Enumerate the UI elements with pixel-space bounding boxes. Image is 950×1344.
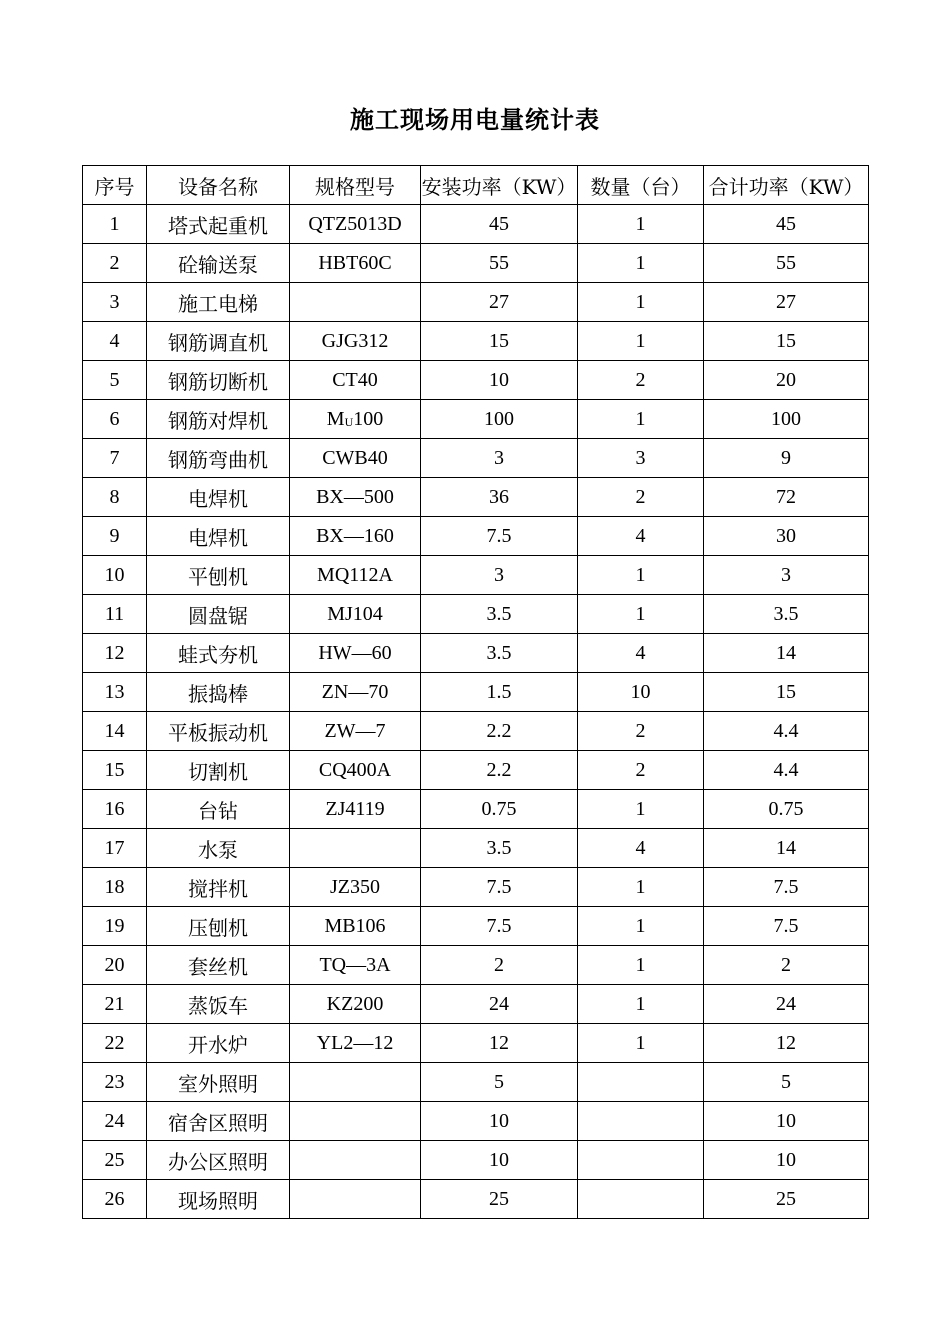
cell-model bbox=[290, 1141, 421, 1180]
cell-model: HBT60C bbox=[290, 244, 421, 283]
table-row bbox=[83, 985, 869, 1024]
cell-index: 11 bbox=[83, 595, 147, 634]
cell-quantity: 1 bbox=[578, 595, 704, 634]
cell-equipment-name: 蒸饭车 bbox=[147, 985, 290, 1024]
table-row bbox=[83, 439, 869, 478]
header-total-power: 合计功率（KW） bbox=[704, 166, 869, 205]
cell-installed-power: 10 bbox=[421, 1102, 578, 1141]
cell-equipment-name: 钢筋弯曲机 bbox=[147, 439, 290, 478]
model-prefix: M bbox=[326, 407, 345, 430]
cell-quantity: 1 bbox=[578, 283, 704, 322]
cell-index: 2 bbox=[83, 244, 147, 283]
cell-total-power: 7.5 bbox=[704, 868, 869, 907]
cell-index: 5 bbox=[83, 361, 147, 400]
cell-quantity: 2 bbox=[578, 478, 704, 517]
cell-index: 22 bbox=[83, 1024, 147, 1063]
cell-model: TQ—3A bbox=[290, 946, 421, 985]
cell-total-power: 12 bbox=[704, 1024, 869, 1063]
table-row bbox=[83, 790, 869, 829]
cell-total-power: 25 bbox=[704, 1180, 869, 1219]
cell-installed-power: 7.5 bbox=[421, 517, 578, 556]
cell-installed-power: 0.75 bbox=[421, 790, 578, 829]
table-row bbox=[83, 907, 869, 946]
cell-total-power: 45 bbox=[704, 205, 869, 244]
cell-total-power: 100 bbox=[704, 400, 869, 439]
cell-total-power: 14 bbox=[704, 829, 869, 868]
cell-total-power: 5 bbox=[704, 1063, 869, 1102]
cell-model: ZJ4119 bbox=[290, 790, 421, 829]
cell-equipment-name: 办公区照明 bbox=[147, 1141, 290, 1180]
cell-index: 18 bbox=[83, 868, 147, 907]
cell-total-power: 10 bbox=[704, 1102, 869, 1141]
table-row bbox=[83, 1141, 869, 1180]
table-row bbox=[83, 556, 869, 595]
table-row bbox=[83, 595, 869, 634]
cell-equipment-name: 塔式起重机 bbox=[147, 205, 290, 244]
cell-total-power: 2 bbox=[704, 946, 869, 985]
cell-model bbox=[290, 400, 421, 439]
cell-model: KZ200 bbox=[290, 985, 421, 1024]
cell-model: ZN—70 bbox=[290, 673, 421, 712]
table-row bbox=[83, 517, 869, 556]
cell-model: MJ104 bbox=[290, 595, 421, 634]
cell-equipment-name: 压刨机 bbox=[147, 907, 290, 946]
cell-model: YL2—12 bbox=[290, 1024, 421, 1063]
cell-index: 12 bbox=[83, 634, 147, 673]
header-quantity: 数量（台） bbox=[578, 166, 704, 205]
table-row bbox=[83, 634, 869, 673]
cell-model: CT40 bbox=[290, 361, 421, 400]
cell-quantity: 1 bbox=[578, 556, 704, 595]
header-index: 序号 bbox=[83, 166, 147, 205]
table-row bbox=[83, 322, 869, 361]
cell-installed-power: 1.5 bbox=[421, 673, 578, 712]
cell-quantity: 1 bbox=[578, 400, 704, 439]
cell-index: 3 bbox=[83, 283, 147, 322]
cell-quantity: 4 bbox=[578, 829, 704, 868]
cell-model: GJG312 bbox=[290, 322, 421, 361]
cell-model: BX—500 bbox=[290, 478, 421, 517]
table-row bbox=[83, 673, 869, 712]
cell-installed-power: 3.5 bbox=[421, 634, 578, 673]
cell-index: 10 bbox=[83, 556, 147, 595]
cell-index: 9 bbox=[83, 517, 147, 556]
cell-equipment-name: 电焊机 bbox=[147, 478, 290, 517]
cell-equipment-name: 台钻 bbox=[147, 790, 290, 829]
table-row bbox=[83, 1180, 869, 1219]
cell-total-power: 27 bbox=[704, 283, 869, 322]
table-row bbox=[83, 283, 869, 322]
cell-quantity: 2 bbox=[578, 712, 704, 751]
cell-index: 23 bbox=[83, 1063, 147, 1102]
cell-quantity: 2 bbox=[578, 751, 704, 790]
cell-total-power: 15 bbox=[704, 322, 869, 361]
cell-total-power: 4.4 bbox=[704, 751, 869, 790]
cell-installed-power: 7.5 bbox=[421, 907, 578, 946]
cell-total-power: 0.75 bbox=[704, 790, 869, 829]
table-row bbox=[83, 1063, 869, 1102]
table-row bbox=[83, 478, 869, 517]
cell-installed-power: 3.5 bbox=[421, 595, 578, 634]
cell-quantity bbox=[578, 1063, 704, 1102]
cell-equipment-name: 砼输送泵 bbox=[147, 244, 290, 283]
table-row bbox=[83, 244, 869, 283]
model-subscript: U bbox=[344, 414, 354, 429]
cell-equipment-name: 钢筋对焊机 bbox=[147, 400, 290, 439]
header-model: 规格型号 bbox=[290, 166, 421, 205]
cell-index: 4 bbox=[83, 322, 147, 361]
page-title: 施工现场用电量统计表 bbox=[350, 105, 600, 134]
cell-model: HW—60 bbox=[290, 634, 421, 673]
cell-index: 19 bbox=[83, 907, 147, 946]
cell-installed-power: 12 bbox=[421, 1024, 578, 1063]
cell-installed-power: 2 bbox=[421, 946, 578, 985]
cell-installed-power: 7.5 bbox=[421, 868, 578, 907]
cell-total-power: 10 bbox=[704, 1141, 869, 1180]
header-installed-power: 安装功率（KW） bbox=[421, 166, 578, 205]
cell-installed-power: 55 bbox=[421, 244, 578, 283]
cell-model: MQ112A bbox=[290, 556, 421, 595]
table-row bbox=[83, 361, 869, 400]
cell-total-power: 14 bbox=[704, 634, 869, 673]
cell-quantity bbox=[578, 1141, 704, 1180]
cell-quantity: 1 bbox=[578, 790, 704, 829]
cell-total-power: 3 bbox=[704, 556, 869, 595]
cell-equipment-name: 施工电梯 bbox=[147, 283, 290, 322]
cell-quantity: 3 bbox=[578, 439, 704, 478]
cell-model bbox=[290, 829, 421, 868]
cell-equipment-name: 宿舍区照明 bbox=[147, 1102, 290, 1141]
cell-quantity: 1 bbox=[578, 907, 704, 946]
cell-model bbox=[290, 1102, 421, 1141]
cell-installed-power: 10 bbox=[421, 361, 578, 400]
cell-equipment-name: 钢筋切断机 bbox=[147, 361, 290, 400]
cell-index: 20 bbox=[83, 946, 147, 985]
cell-index: 6 bbox=[83, 400, 147, 439]
cell-equipment-name: 振捣棒 bbox=[147, 673, 290, 712]
cell-model: CWB40 bbox=[290, 439, 421, 478]
cell-quantity bbox=[578, 1180, 704, 1219]
cell-equipment-name: 现场照明 bbox=[147, 1180, 290, 1219]
cell-quantity: 2 bbox=[578, 361, 704, 400]
table-row bbox=[83, 1024, 869, 1063]
cell-total-power: 20 bbox=[704, 361, 869, 400]
table-row bbox=[83, 712, 869, 751]
cell-equipment-name: 室外照明 bbox=[147, 1063, 290, 1102]
cell-installed-power: 3 bbox=[421, 556, 578, 595]
cell-quantity: 1 bbox=[578, 946, 704, 985]
cell-index: 17 bbox=[83, 829, 147, 868]
cell-installed-power: 2.2 bbox=[421, 751, 578, 790]
cell-installed-power: 24 bbox=[421, 985, 578, 1024]
cell-total-power: 15 bbox=[704, 673, 869, 712]
cell-equipment-name: 套丝机 bbox=[147, 946, 290, 985]
cell-index: 8 bbox=[83, 478, 147, 517]
cell-equipment-name: 平板振动机 bbox=[147, 712, 290, 751]
cell-equipment-name: 蛙式夯机 bbox=[147, 634, 290, 673]
cell-installed-power: 3 bbox=[421, 439, 578, 478]
cell-total-power: 9 bbox=[704, 439, 869, 478]
table-header-row bbox=[83, 166, 869, 205]
cell-quantity: 1 bbox=[578, 244, 704, 283]
cell-installed-power: 2.2 bbox=[421, 712, 578, 751]
cell-model: MB106 bbox=[290, 907, 421, 946]
cell-index: 7 bbox=[83, 439, 147, 478]
cell-model: BX—160 bbox=[290, 517, 421, 556]
cell-quantity: 1 bbox=[578, 322, 704, 361]
cell-model: ZW—7 bbox=[290, 712, 421, 751]
cell-total-power: 30 bbox=[704, 517, 869, 556]
cell-total-power: 24 bbox=[704, 985, 869, 1024]
cell-equipment-name: 圆盘锯 bbox=[147, 595, 290, 634]
cell-equipment-name: 平刨机 bbox=[147, 556, 290, 595]
cell-quantity: 1 bbox=[578, 205, 704, 244]
cell-model: QTZ5013D bbox=[290, 205, 421, 244]
cell-equipment-name: 搅拌机 bbox=[147, 868, 290, 907]
cell-index: 1 bbox=[83, 205, 147, 244]
table-row bbox=[83, 946, 869, 985]
cell-installed-power: 27 bbox=[421, 283, 578, 322]
cell-installed-power: 36 bbox=[421, 478, 578, 517]
header-equipment-name: 设备名称 bbox=[147, 166, 290, 205]
cell-model: CQ400A bbox=[290, 751, 421, 790]
table-row bbox=[83, 1102, 869, 1141]
cell-model: JZ350 bbox=[290, 868, 421, 907]
model-suffix: 100 bbox=[353, 407, 384, 430]
cell-total-power: 55 bbox=[704, 244, 869, 283]
cell-installed-power: 10 bbox=[421, 1141, 578, 1180]
cell-index: 21 bbox=[83, 985, 147, 1024]
cell-index: 25 bbox=[83, 1141, 147, 1180]
cell-installed-power: 15 bbox=[421, 322, 578, 361]
cell-total-power: 72 bbox=[704, 478, 869, 517]
cell-index: 16 bbox=[83, 790, 147, 829]
cell-equipment-name: 开水炉 bbox=[147, 1024, 290, 1063]
table-row bbox=[83, 400, 869, 439]
table-body bbox=[83, 205, 869, 1219]
cell-installed-power: 100 bbox=[421, 400, 578, 439]
cell-index: 24 bbox=[83, 1102, 147, 1141]
cell-equipment-name: 钢筋调直机 bbox=[147, 322, 290, 361]
cell-quantity: 1 bbox=[578, 1024, 704, 1063]
cell-installed-power: 5 bbox=[421, 1063, 578, 1102]
cell-index: 14 bbox=[83, 712, 147, 751]
cell-total-power: 4.4 bbox=[704, 712, 869, 751]
cell-total-power: 3.5 bbox=[704, 595, 869, 634]
cell-quantity: 4 bbox=[578, 517, 704, 556]
cell-total-power: 7.5 bbox=[704, 907, 869, 946]
cell-installed-power: 45 bbox=[421, 205, 578, 244]
cell-quantity: 1 bbox=[578, 868, 704, 907]
cell-model bbox=[290, 283, 421, 322]
cell-quantity bbox=[578, 1102, 704, 1141]
cell-index: 13 bbox=[83, 673, 147, 712]
cell-equipment-name: 水泵 bbox=[147, 829, 290, 868]
cell-model bbox=[290, 1180, 421, 1219]
cell-quantity: 4 bbox=[578, 634, 704, 673]
cell-installed-power: 3.5 bbox=[421, 829, 578, 868]
cell-equipment-name: 切割机 bbox=[147, 751, 290, 790]
cell-equipment-name: 电焊机 bbox=[147, 517, 290, 556]
cell-model bbox=[290, 1063, 421, 1102]
cell-index: 26 bbox=[83, 1180, 147, 1219]
table-row bbox=[83, 205, 869, 244]
cell-quantity: 1 bbox=[578, 985, 704, 1024]
cell-quantity: 10 bbox=[578, 673, 704, 712]
cell-index: 15 bbox=[83, 751, 147, 790]
table-row bbox=[83, 751, 869, 790]
table-row bbox=[83, 868, 869, 907]
table-row bbox=[83, 829, 869, 868]
cell-installed-power: 25 bbox=[421, 1180, 578, 1219]
power-statistics-table bbox=[82, 165, 869, 1219]
